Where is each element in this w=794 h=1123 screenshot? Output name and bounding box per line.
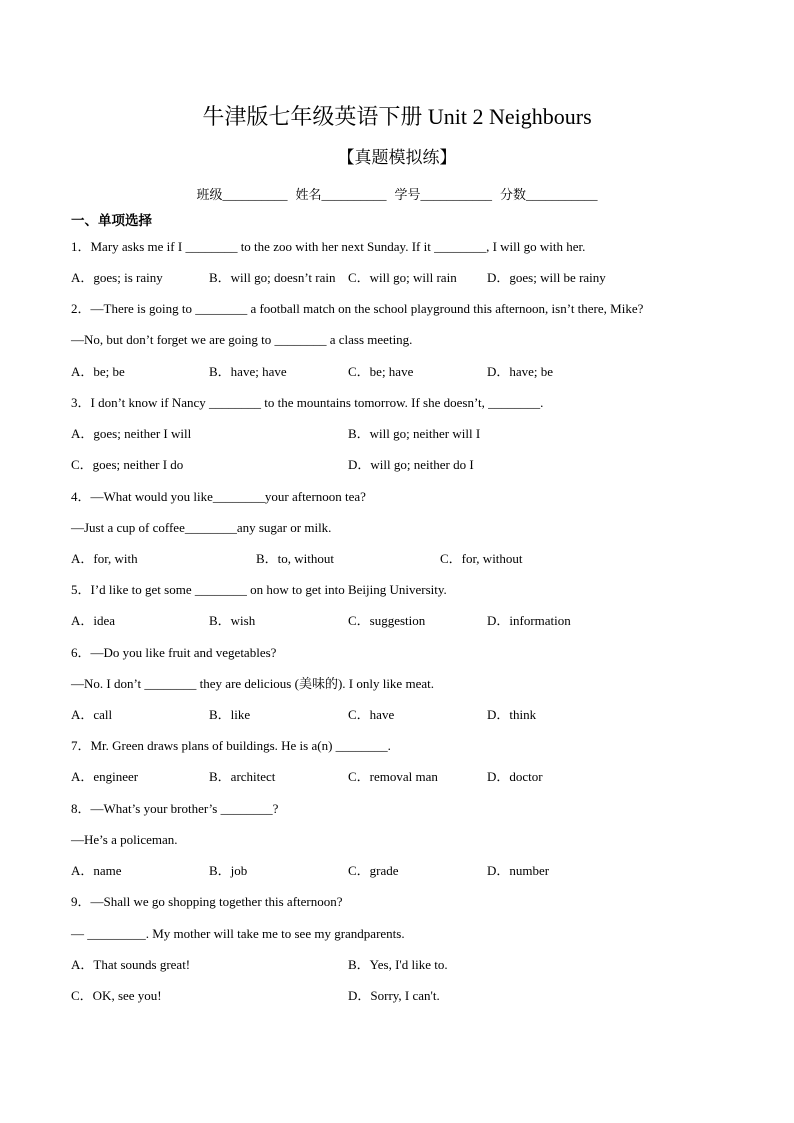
- question-7-option-a[interactable]: A．engineer: [71, 769, 139, 784]
- score-blank: ___________: [526, 187, 598, 202]
- name-blank: __________: [321, 187, 387, 202]
- question-3-stem: 3．I don’t know if Nancy ________ to the mountains tomorrow. If she doesn’t, ________.: [71, 395, 544, 410]
- question-7-option-c[interactable]: C．removal man: [348, 769, 438, 784]
- question-5-stem: 5．I’d like to get some ________ on how to get into Beijing University.: [71, 582, 447, 597]
- question-8-option-c[interactable]: C．grade: [348, 863, 399, 878]
- question-6-reply: —No. I don’t ________ they are delicious (美味的). I only like meat.: [71, 676, 434, 691]
- score-field[interactable]: [500, 185, 598, 205]
- question-5-option-d[interactable]: D．information: [487, 613, 571, 628]
- question-5-option-a[interactable]: A．idea: [71, 613, 116, 628]
- question-2-option-c[interactable]: C．be; have: [348, 364, 414, 379]
- document-title: 牛津版七年级英语下册 Unit 2 Neighbours: [202, 104, 592, 129]
- document-subtitle: 【真题模拟练】: [337, 148, 457, 167]
- question-8-option-b[interactable]: B．job: [209, 863, 248, 878]
- question-3-option-b[interactable]: B．will go; neither will I: [348, 426, 481, 441]
- class-blank: __________: [222, 187, 288, 202]
- question-4-option-c[interactable]: C．for, without: [440, 551, 523, 566]
- question-2-option-b[interactable]: B．have; have: [209, 364, 287, 379]
- question-2-reply: —No, but don’t forget we are going to ________ a class meeting.: [71, 332, 413, 347]
- question-9-option-d[interactable]: D．Sorry, I can't.: [348, 988, 440, 1003]
- question-5-option-c[interactable]: C．suggestion: [348, 613, 426, 628]
- question-9-option-a[interactable]: A．That sounds great!: [71, 957, 191, 972]
- question-3-option-d[interactable]: D．will go; neither do I: [348, 457, 474, 472]
- class-label: 班级: [196, 187, 223, 202]
- question-4-stem: 4．—What would you like________your afternoon tea?: [71, 489, 366, 504]
- question-6-stem: 6．—Do you like fruit and vegetables?: [71, 645, 277, 660]
- question-4-reply: —Just a cup of coffee________any sugar or milk.: [71, 520, 332, 535]
- question-9-option-c[interactable]: C．OK, see you!: [71, 988, 162, 1003]
- question-9-stem: 9．—Shall we go shopping together this afternoon?: [71, 894, 343, 909]
- question-8-option-a[interactable]: A．name: [71, 863, 122, 878]
- question-7-stem: 7．Mr. Green draws plans of buildings. He is a(n) ________.: [71, 738, 391, 753]
- student-id-field[interactable]: [395, 185, 493, 205]
- score-label: 分数: [500, 187, 527, 202]
- question-4-option-b[interactable]: B．to, without: [256, 551, 335, 566]
- question-6-option-c[interactable]: C．have: [348, 707, 395, 722]
- question-3-option-c[interactable]: C．goes; neither I do: [71, 457, 184, 472]
- question-9-reply: — _________. My mother will take me to see my grandparents.: [71, 926, 405, 941]
- student-info-row: [0, 185, 794, 205]
- name-label: 姓名: [295, 187, 322, 202]
- section-heading: 一、单项选择: [71, 213, 152, 229]
- question-5-option-b[interactable]: B．wish: [209, 613, 256, 628]
- question-8-stem: 8．—What’s your brother’s ________?: [71, 801, 279, 816]
- question-6-option-b[interactable]: B．like: [209, 707, 251, 722]
- question-2-option-a[interactable]: A．be; be: [71, 364, 125, 379]
- question-2-option-d[interactable]: D．have; be: [487, 364, 554, 379]
- name-field[interactable]: [295, 185, 386, 205]
- question-6-option-d[interactable]: D．think: [487, 707, 537, 722]
- question-7-option-d[interactable]: D．doctor: [487, 769, 543, 784]
- question-8-option-d[interactable]: D．number: [487, 863, 550, 878]
- question-1-option-d[interactable]: D．goes; will be rainy: [487, 270, 606, 285]
- question-9-option-b[interactable]: B．Yes, I'd like to.: [348, 957, 448, 972]
- question-3-option-a[interactable]: A．goes; neither I will: [71, 426, 192, 441]
- question-8-reply: —He’s a policeman.: [71, 832, 178, 847]
- class-field[interactable]: [196, 185, 287, 205]
- question-1-stem: 1．Mary asks me if I ________ to the zoo with her next Sunday. If it ________, I will go with her.: [71, 239, 586, 254]
- question-1-option-c[interactable]: C．will go; will rain: [348, 270, 457, 285]
- student-id-label: 学号: [394, 187, 421, 202]
- question-6-option-a[interactable]: A．call: [71, 707, 113, 722]
- question-2-stem: 2．—There is going to ________ a football match on the school playground this afternoon, isn’t there, Mike?: [71, 301, 644, 316]
- student-id-blank: ___________: [420, 187, 493, 202]
- question-1-option-b[interactable]: B．will go; doesn’t rain: [209, 270, 336, 285]
- question-4-option-a[interactable]: A．for, with: [71, 551, 138, 566]
- question-7-option-b[interactable]: B．architect: [209, 769, 276, 784]
- question-1-option-a[interactable]: A．goes; is rainy: [71, 270, 163, 285]
